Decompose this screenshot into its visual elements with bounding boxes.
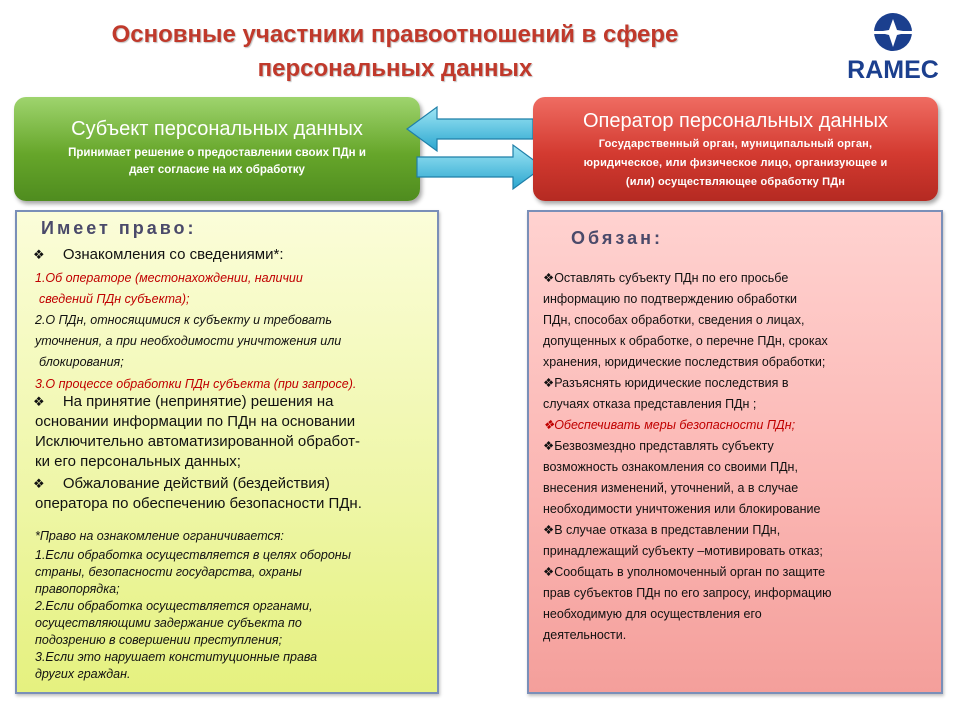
duty-line: деятельности.	[543, 628, 627, 642]
duty-line: возможность ознакомления со своими ПДн,	[543, 460, 798, 474]
restriction-note-heading: *Право на ознакомление ограничивается:	[35, 529, 284, 543]
bullet-text: ки его персональных данных;	[35, 453, 241, 470]
bullet-text: Ознакомления со сведениями*:	[62, 246, 284, 263]
duty-line: прав субъектов ПДн по его запросу, информацию	[543, 586, 832, 600]
duties-panel	[527, 210, 943, 694]
duties-heading: Обязан:	[571, 228, 663, 248]
right-item: блокирования;	[39, 355, 124, 369]
rights-bullet-2	[33, 392, 333, 412]
operator-desc-line: Государственный орган, муниципальный орган,	[598, 138, 873, 150]
restriction-note: 1.Если обработка осуществляется в целях обороны	[35, 548, 351, 562]
subject-box	[14, 97, 420, 201]
right-item: уточнения, а при необходимости уничтожения или	[35, 334, 342, 348]
duty-line: внесения изменений, уточнений, а в случае	[543, 481, 799, 495]
duty-line: ❖В случае отказа в представлении ПДн,	[543, 523, 781, 537]
restriction-note: 2.Если обработка осуществляется органами,	[35, 599, 313, 613]
rights-panel	[15, 210, 439, 694]
bullet-text: основании информации по ПДн на основании	[35, 413, 356, 430]
diamond-bullet-icon: ❖	[33, 476, 45, 491]
duty-line: хранения, юридические последствия обработки;	[543, 355, 826, 369]
right-item: сведений ПДн субъекта);	[39, 292, 190, 306]
operator-desc-line: юридическое, или физическое лицо, организующее и	[583, 157, 888, 169]
diamond-bullet-icon: ❖	[33, 247, 45, 262]
right-item: 1.Об операторе (местонахождении, наличии	[35, 271, 303, 285]
bullet-text: Исключительно автоматизированной обработ-	[35, 433, 361, 450]
duty-line: ❖Безвозмездно представлять субъекту	[543, 439, 774, 453]
exchange-arrows-icon	[405, 103, 545, 195]
operator-desc-line: (или) осуществляющее обработку ПДн	[625, 176, 846, 188]
duty-line: случаях отказа представления ПДн ;	[543, 397, 757, 411]
duty-line: необходимости уничтожения или блокирование	[543, 502, 821, 516]
bullet-text: На принятие (непринятие) решения на	[62, 393, 334, 410]
duty-line: ❖Оставлять субъекту ПДн по его просьбе	[543, 271, 789, 285]
right-item: 2.О ПДн, относящимися к субъекту и требовать	[35, 313, 332, 327]
duty-line: необходимую для осуществления его	[543, 607, 762, 621]
logo-text: RAMEC	[847, 56, 939, 84]
restriction-note: других граждан.	[35, 667, 131, 681]
ramec-logo	[838, 10, 948, 90]
right-item: 3.О процессе обработки ПДн субъекта (при запросе).	[35, 377, 357, 391]
restriction-note: подозрению в совершении преступления;	[35, 633, 283, 647]
subject-desc-line: дает согласие на их обработку	[129, 164, 305, 176]
ramec-emblem-icon	[838, 10, 948, 60]
diamond-bullet-icon: ❖	[33, 394, 45, 409]
page-title	[40, 18, 750, 86]
duty-line: ❖Обеспечивать меры безопасности ПДн;	[543, 418, 796, 432]
rights-bullet-1	[33, 245, 284, 265]
restriction-note: 3.Если это нарушает конституционные права	[35, 650, 318, 664]
restriction-note: страны, безопасности государства, охраны	[35, 565, 302, 579]
duty-line: допущенных к обработке, о перечне ПДн, сроках	[543, 334, 828, 348]
restriction-note: осуществляющими задержание субъекта по	[35, 616, 302, 630]
duty-line: ПДн, способах обработки, сведения о лицах,	[543, 313, 805, 327]
title-line-2: персональных данных	[257, 55, 533, 82]
rights-bullet-3	[33, 474, 419, 494]
rights-heading: Имеет право:	[41, 218, 197, 238]
restriction-note: правопорядка;	[35, 582, 120, 596]
bullet-text: оператора по обеспечению безопасности ПДн.	[35, 495, 362, 512]
subject-heading: Субъект персональных данных	[71, 118, 363, 140]
operator-box	[533, 97, 938, 201]
duty-line: принадлежащий субъекту –мотивировать отказ;	[543, 544, 823, 558]
title-line-1: Основные участники правоотношений в сфере	[111, 21, 679, 48]
subject-desc-line: Принимает решение о предоставлении своих ПДн и	[68, 147, 366, 159]
duty-line: информацию по подтверждению обработки	[543, 292, 798, 306]
duty-line: ❖Сообщать в уполномоченный орган по защите	[543, 565, 826, 579]
bullet-text: Обжалование действий (бездействия)	[62, 475, 330, 492]
operator-heading: Оператор персональных данных	[583, 110, 888, 132]
operator-description	[533, 133, 938, 192]
subject-description	[14, 141, 420, 179]
duty-line: ❖Разъяснять юридические последствия в	[543, 376, 789, 390]
